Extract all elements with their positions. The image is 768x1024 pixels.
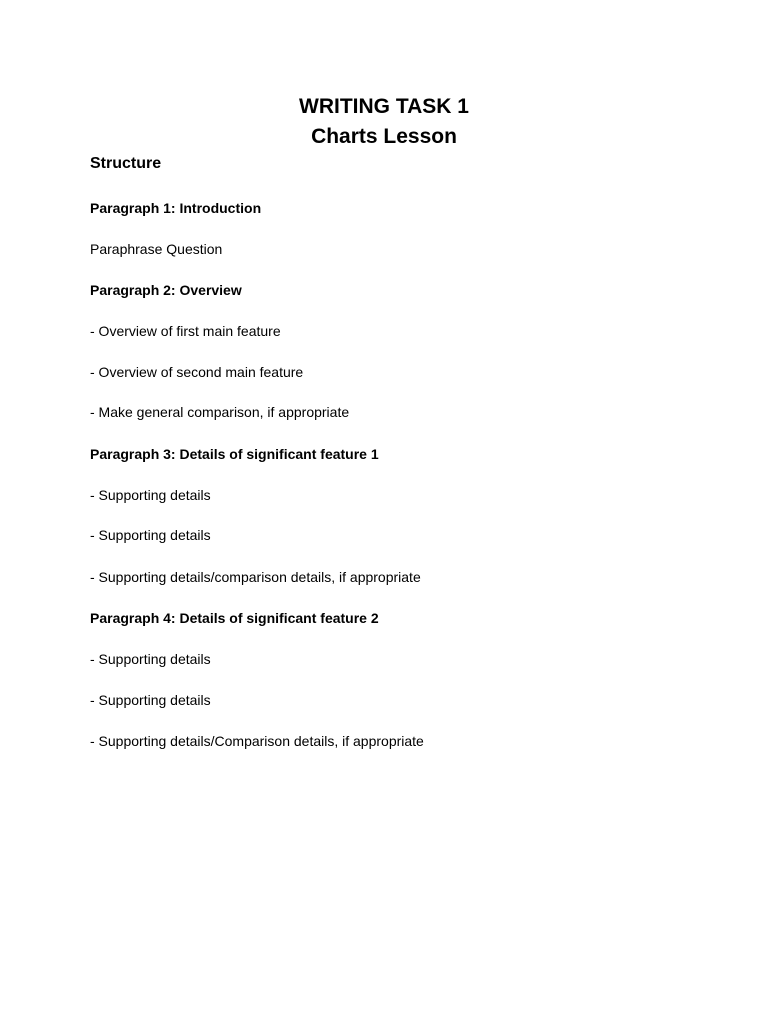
paragraph-2-heading: Paragraph 2: Overview xyxy=(90,282,242,298)
paragraph-2-item: - Overview of second main feature xyxy=(90,364,304,380)
paragraph-4-item: - Supporting details xyxy=(90,651,211,667)
paragraph-3-item: - Supporting details xyxy=(90,527,211,543)
document-title-line-2: Charts Lesson xyxy=(311,125,457,148)
document-title-line-1: WRITING TASK 1 xyxy=(299,95,469,118)
paragraph-2-item: - Overview of first main feature xyxy=(90,323,281,339)
paragraph-2-item: - Make general comparison, if appropriate xyxy=(90,404,350,420)
paragraph-3-item: - Supporting details xyxy=(90,487,211,503)
paragraph-1-item: Paraphrase Question xyxy=(90,241,223,257)
paragraph-4-item: - Supporting details xyxy=(90,692,211,708)
paragraph-4-item: - Supporting details/Comparison details, if appropriate xyxy=(90,733,424,749)
paragraph-4-heading: Paragraph 4: Details of significant feature 2 xyxy=(90,610,379,626)
paragraph-3-item: - Supporting details/comparison details, if appropriate xyxy=(90,569,421,585)
paragraph-1-heading: Paragraph 1: Introduction xyxy=(90,200,262,216)
paragraph-3-heading: Paragraph 3: Details of significant feature 1 xyxy=(90,446,379,462)
section-heading-structure: Structure xyxy=(90,155,162,172)
